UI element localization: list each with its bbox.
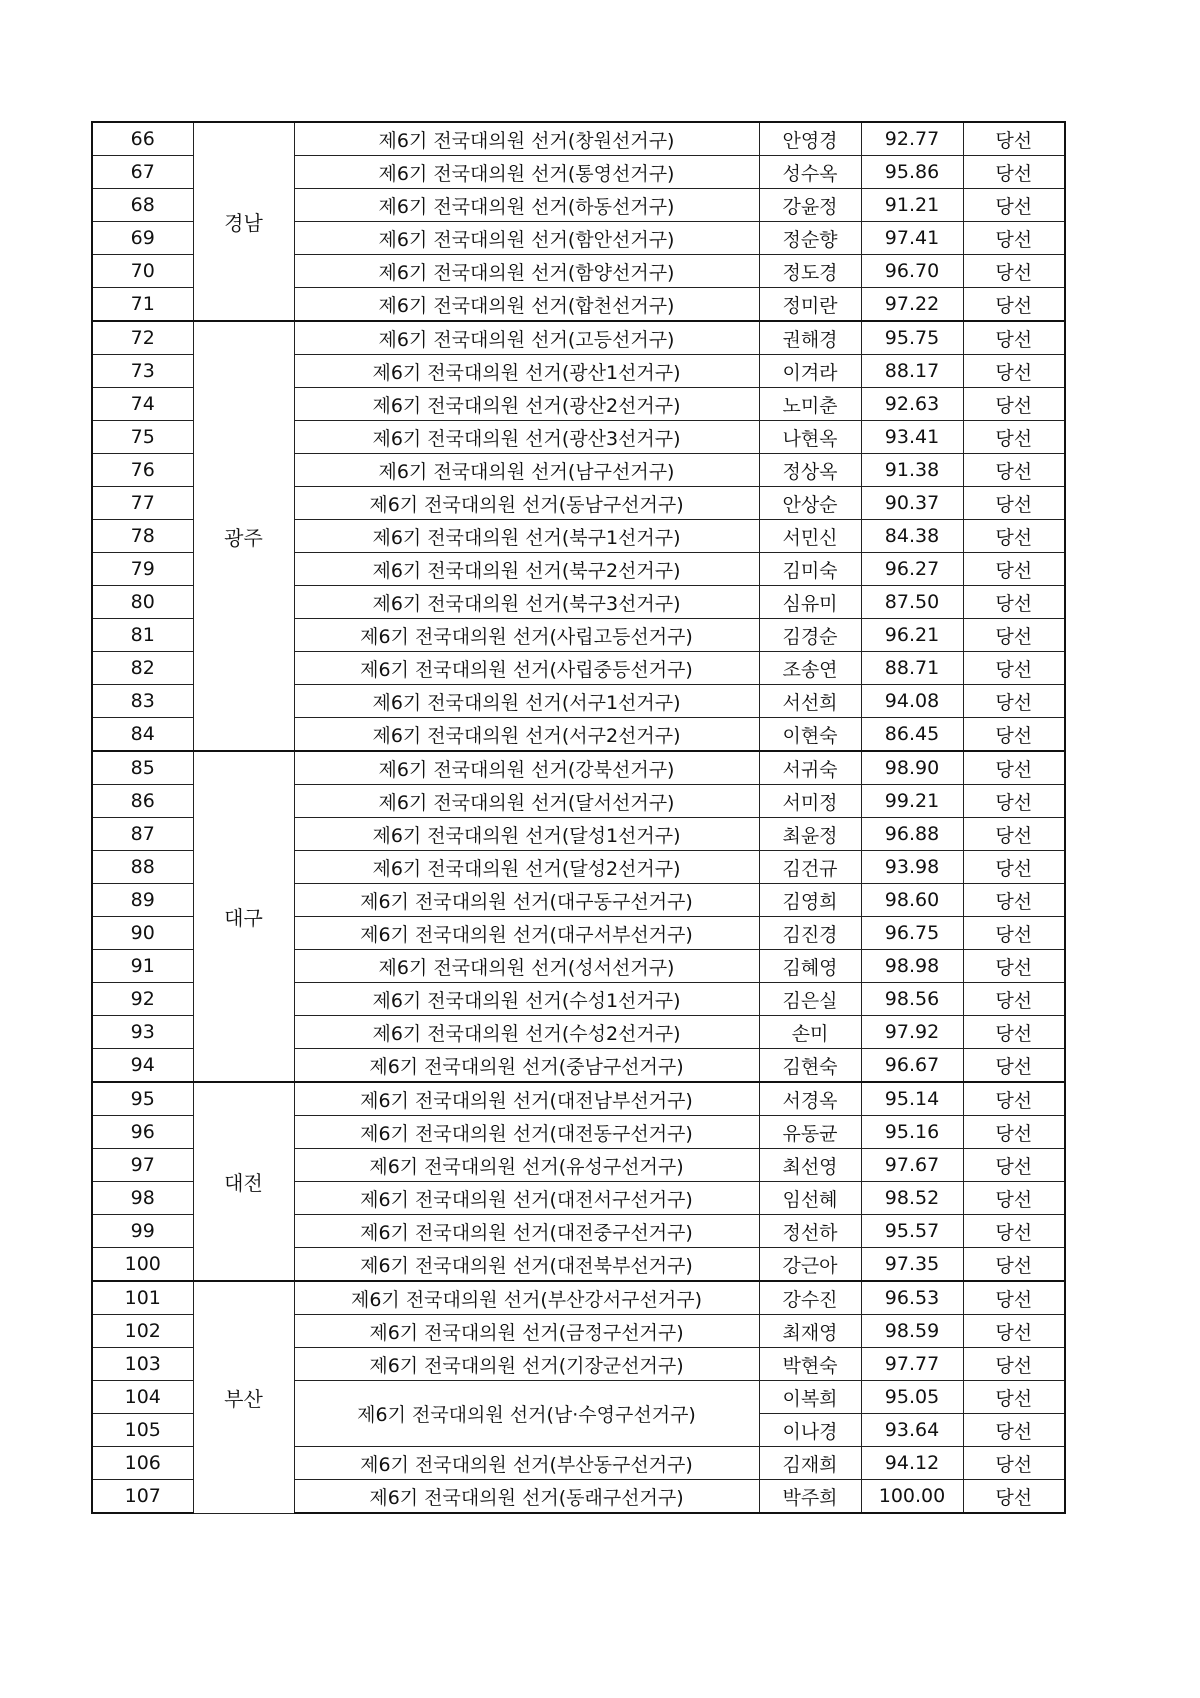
vote-rate-cell: 86.45 — [861, 718, 963, 752]
candidate-name-cell: 서선희 — [759, 685, 861, 718]
district-cell: 제6기 전국대의원 선거(대구서부선거구) — [294, 917, 759, 950]
vote-rate-cell: 91.21 — [861, 189, 963, 222]
district-cell: 제6기 전국대의원 선거(남·수영구선거구) — [294, 1381, 759, 1447]
vote-rate-cell: 95.16 — [861, 1116, 963, 1149]
vote-rate-cell: 97.92 — [861, 1016, 963, 1049]
result-cell: 당선 — [963, 1049, 1065, 1083]
district-cell: 제6기 전국대의원 선거(달서선거구) — [294, 785, 759, 818]
row-number-cell: 80 — [92, 586, 193, 619]
vote-rate-cell: 93.41 — [861, 421, 963, 454]
district-cell: 제6기 전국대의원 선거(광산2선거구) — [294, 388, 759, 421]
result-cell: 당선 — [963, 1082, 1065, 1116]
candidate-name-cell: 정순향 — [759, 222, 861, 255]
vote-rate-cell: 98.56 — [861, 983, 963, 1016]
result-cell: 당선 — [963, 1447, 1065, 1480]
row-number-cell: 90 — [92, 917, 193, 950]
district-cell: 제6기 전국대의원 선거(서구1선거구) — [294, 685, 759, 718]
district-cell: 제6기 전국대의원 선거(광산3선거구) — [294, 421, 759, 454]
result-cell: 당선 — [963, 851, 1065, 884]
result-cell: 당선 — [963, 222, 1065, 255]
candidate-name-cell: 정상옥 — [759, 454, 861, 487]
district-cell: 제6기 전국대의원 선거(달성2선거구) — [294, 851, 759, 884]
result-cell: 당선 — [963, 1016, 1065, 1049]
candidate-name-cell: 강윤정 — [759, 189, 861, 222]
vote-rate-cell: 98.52 — [861, 1182, 963, 1215]
row-number-cell: 81 — [92, 619, 193, 652]
row-number-cell: 79 — [92, 553, 193, 586]
result-cell: 당선 — [963, 785, 1065, 818]
vote-rate-cell: 92.63 — [861, 388, 963, 421]
district-cell: 제6기 전국대의원 선거(대전중구선거구) — [294, 1215, 759, 1248]
candidate-name-cell: 최재영 — [759, 1315, 861, 1348]
row-number-cell: 97 — [92, 1149, 193, 1182]
result-cell: 당선 — [963, 718, 1065, 752]
row-number-cell: 73 — [92, 355, 193, 388]
candidate-name-cell: 성수옥 — [759, 156, 861, 189]
candidate-name-cell: 손미 — [759, 1016, 861, 1049]
result-cell: 당선 — [963, 917, 1065, 950]
row-number-cell: 85 — [92, 751, 193, 785]
candidate-name-cell: 이나경 — [759, 1414, 861, 1447]
row-number-cell: 96 — [92, 1116, 193, 1149]
row-number-cell: 102 — [92, 1315, 193, 1348]
vote-rate-cell: 96.67 — [861, 1049, 963, 1083]
vote-rate-cell: 97.77 — [861, 1348, 963, 1381]
vote-rate-cell: 97.35 — [861, 1248, 963, 1282]
result-cell: 당선 — [963, 122, 1065, 156]
district-cell: 제6기 전국대의원 선거(북구2선거구) — [294, 553, 759, 586]
row-number-cell: 98 — [92, 1182, 193, 1215]
candidate-name-cell: 권해경 — [759, 321, 861, 355]
row-number-cell: 104 — [92, 1381, 193, 1414]
district-cell: 제6기 전국대의원 선거(금정구선거구) — [294, 1315, 759, 1348]
result-cell: 당선 — [963, 454, 1065, 487]
row-number-cell: 87 — [92, 818, 193, 851]
results-page — [91, 121, 1066, 1514]
result-cell: 당선 — [963, 983, 1065, 1016]
row-number-cell: 72 — [92, 321, 193, 355]
result-cell: 당선 — [963, 288, 1065, 322]
candidate-name-cell: 노미춘 — [759, 388, 861, 421]
vote-rate-cell: 84.38 — [861, 520, 963, 553]
result-cell: 당선 — [963, 1248, 1065, 1282]
table-row — [92, 1281, 1065, 1315]
candidate-name-cell: 김영희 — [759, 884, 861, 917]
vote-rate-cell: 97.22 — [861, 288, 963, 322]
vote-rate-cell: 95.75 — [861, 321, 963, 355]
result-cell: 당선 — [963, 818, 1065, 851]
result-cell: 당선 — [963, 1414, 1065, 1447]
district-cell: 제6기 전국대의원 선거(사립고등선거구) — [294, 619, 759, 652]
row-number-cell: 66 — [92, 122, 193, 156]
result-cell: 당선 — [963, 255, 1065, 288]
candidate-name-cell: 김미숙 — [759, 553, 861, 586]
district-cell: 제6기 전국대의원 선거(수성1선거구) — [294, 983, 759, 1016]
candidate-name-cell: 김혜영 — [759, 950, 861, 983]
district-cell: 제6기 전국대의원 선거(부산동구선거구) — [294, 1447, 759, 1480]
district-cell: 제6기 전국대의원 선거(대전남부선거구) — [294, 1082, 759, 1116]
candidate-name-cell: 최선영 — [759, 1149, 861, 1182]
candidate-name-cell: 강근아 — [759, 1248, 861, 1282]
candidate-name-cell: 김재희 — [759, 1447, 861, 1480]
result-cell: 당선 — [963, 1116, 1065, 1149]
region-cell: 대구 — [193, 751, 294, 1082]
vote-rate-cell: 96.27 — [861, 553, 963, 586]
district-cell: 제6기 전국대의원 선거(성서선거구) — [294, 950, 759, 983]
vote-rate-cell: 95.14 — [861, 1082, 963, 1116]
candidate-name-cell: 서미정 — [759, 785, 861, 818]
vote-rate-cell: 98.59 — [861, 1315, 963, 1348]
vote-rate-cell: 96.21 — [861, 619, 963, 652]
result-cell: 당선 — [963, 355, 1065, 388]
district-cell: 제6기 전국대의원 선거(사립중등선거구) — [294, 652, 759, 685]
vote-rate-cell: 96.75 — [861, 917, 963, 950]
vote-rate-cell: 88.17 — [861, 355, 963, 388]
district-cell: 제6기 전국대의원 선거(함양선거구) — [294, 255, 759, 288]
district-cell: 제6기 전국대의원 선거(통영선거구) — [294, 156, 759, 189]
result-cell: 당선 — [963, 652, 1065, 685]
candidate-name-cell: 서귀숙 — [759, 751, 861, 785]
candidate-name-cell: 최윤정 — [759, 818, 861, 851]
vote-rate-cell: 94.12 — [861, 1447, 963, 1480]
row-number-cell: 89 — [92, 884, 193, 917]
candidate-name-cell: 서경옥 — [759, 1082, 861, 1116]
row-number-cell: 95 — [92, 1082, 193, 1116]
vote-rate-cell: 87.50 — [861, 586, 963, 619]
district-cell: 제6기 전국대의원 선거(달성1선거구) — [294, 818, 759, 851]
district-cell: 제6기 전국대의원 선거(동래구선거구) — [294, 1480, 759, 1514]
row-number-cell: 103 — [92, 1348, 193, 1381]
table-row — [92, 122, 1065, 156]
vote-rate-cell: 95.57 — [861, 1215, 963, 1248]
vote-rate-cell: 92.77 — [861, 122, 963, 156]
region-cell: 대전 — [193, 1082, 294, 1281]
row-number-cell: 105 — [92, 1414, 193, 1447]
result-cell: 당선 — [963, 388, 1065, 421]
region-cell: 광주 — [193, 321, 294, 751]
result-cell: 당선 — [963, 950, 1065, 983]
row-number-cell: 99 — [92, 1215, 193, 1248]
vote-rate-cell: 96.70 — [861, 255, 963, 288]
election-results-table — [91, 121, 1066, 1514]
result-cell: 당선 — [963, 1480, 1065, 1514]
vote-rate-cell: 95.05 — [861, 1381, 963, 1414]
row-number-cell: 83 — [92, 685, 193, 718]
candidate-name-cell: 조송연 — [759, 652, 861, 685]
row-number-cell: 88 — [92, 851, 193, 884]
district-cell: 제6기 전국대의원 선거(남구선거구) — [294, 454, 759, 487]
table-row — [92, 1082, 1065, 1116]
candidate-name-cell: 박현숙 — [759, 1348, 861, 1381]
candidate-name-cell: 이복희 — [759, 1381, 861, 1414]
vote-rate-cell: 97.41 — [861, 222, 963, 255]
vote-rate-cell: 90.37 — [861, 487, 963, 520]
row-number-cell: 86 — [92, 785, 193, 818]
row-number-cell: 84 — [92, 718, 193, 752]
candidate-name-cell: 김경순 — [759, 619, 861, 652]
row-number-cell: 93 — [92, 1016, 193, 1049]
vote-rate-cell: 95.86 — [861, 156, 963, 189]
candidate-name-cell: 김현숙 — [759, 1049, 861, 1083]
district-cell: 제6기 전국대의원 선거(광산1선거구) — [294, 355, 759, 388]
row-number-cell: 70 — [92, 255, 193, 288]
candidate-name-cell: 이겨라 — [759, 355, 861, 388]
candidate-name-cell: 유동균 — [759, 1116, 861, 1149]
result-cell: 당선 — [963, 619, 1065, 652]
candidate-name-cell: 김건규 — [759, 851, 861, 884]
district-cell: 제6기 전국대의원 선거(고등선거구) — [294, 321, 759, 355]
candidate-name-cell: 강수진 — [759, 1281, 861, 1315]
candidate-name-cell: 안영경 — [759, 122, 861, 156]
result-cell: 당선 — [963, 189, 1065, 222]
result-cell: 당선 — [963, 156, 1065, 189]
vote-rate-cell: 98.98 — [861, 950, 963, 983]
row-number-cell: 101 — [92, 1281, 193, 1315]
result-cell: 당선 — [963, 685, 1065, 718]
result-cell: 당선 — [963, 520, 1065, 553]
district-cell: 제6기 전국대의원 선거(창원선거구) — [294, 122, 759, 156]
result-cell: 당선 — [963, 1281, 1065, 1315]
result-cell: 당선 — [963, 1315, 1065, 1348]
district-cell: 제6기 전국대의원 선거(하동선거구) — [294, 189, 759, 222]
district-cell: 제6기 전국대의원 선거(수성2선거구) — [294, 1016, 759, 1049]
candidate-name-cell: 나현옥 — [759, 421, 861, 454]
result-cell: 당선 — [963, 1215, 1065, 1248]
district-cell: 제6기 전국대의원 선거(대구동구선거구) — [294, 884, 759, 917]
result-cell: 당선 — [963, 751, 1065, 785]
result-cell: 당선 — [963, 586, 1065, 619]
district-cell: 제6기 전국대의원 선거(대전북부선거구) — [294, 1248, 759, 1282]
row-number-cell: 71 — [92, 288, 193, 322]
district-cell: 제6기 전국대의원 선거(대전서구선거구) — [294, 1182, 759, 1215]
result-cell: 당선 — [963, 1348, 1065, 1381]
result-cell: 당선 — [963, 487, 1065, 520]
vote-rate-cell: 97.67 — [861, 1149, 963, 1182]
vote-rate-cell: 98.90 — [861, 751, 963, 785]
row-number-cell: 91 — [92, 950, 193, 983]
table-row — [92, 321, 1065, 355]
district-cell: 제6기 전국대의원 선거(북구1선거구) — [294, 520, 759, 553]
candidate-name-cell: 김진경 — [759, 917, 861, 950]
row-number-cell: 68 — [92, 189, 193, 222]
district-cell: 제6기 전국대의원 선거(서구2선거구) — [294, 718, 759, 752]
result-cell: 당선 — [963, 1149, 1065, 1182]
vote-rate-cell: 98.60 — [861, 884, 963, 917]
result-cell: 당선 — [963, 884, 1065, 917]
vote-rate-cell: 96.88 — [861, 818, 963, 851]
row-number-cell: 100 — [92, 1248, 193, 1282]
vote-rate-cell: 99.21 — [861, 785, 963, 818]
row-number-cell: 92 — [92, 983, 193, 1016]
candidate-name-cell: 서민신 — [759, 520, 861, 553]
result-cell: 당선 — [963, 421, 1065, 454]
district-cell: 제6기 전국대의원 선거(합천선거구) — [294, 288, 759, 322]
candidate-name-cell: 이현숙 — [759, 718, 861, 752]
result-cell: 당선 — [963, 553, 1065, 586]
row-number-cell: 76 — [92, 454, 193, 487]
district-cell: 제6기 전국대의원 선거(대전동구선거구) — [294, 1116, 759, 1149]
row-number-cell: 75 — [92, 421, 193, 454]
row-number-cell: 77 — [92, 487, 193, 520]
row-number-cell: 78 — [92, 520, 193, 553]
row-number-cell: 82 — [92, 652, 193, 685]
table-row — [92, 751, 1065, 785]
candidate-name-cell: 정도경 — [759, 255, 861, 288]
candidate-name-cell: 정선하 — [759, 1215, 861, 1248]
result-cell: 당선 — [963, 321, 1065, 355]
vote-rate-cell: 88.71 — [861, 652, 963, 685]
region-cell: 경남 — [193, 122, 294, 321]
result-cell: 당선 — [963, 1381, 1065, 1414]
row-number-cell: 106 — [92, 1447, 193, 1480]
district-cell: 제6기 전국대의원 선거(북구3선거구) — [294, 586, 759, 619]
vote-rate-cell: 100.00 — [861, 1480, 963, 1514]
candidate-name-cell: 안상순 — [759, 487, 861, 520]
candidate-name-cell: 임선혜 — [759, 1182, 861, 1215]
candidate-name-cell: 박주희 — [759, 1480, 861, 1514]
vote-rate-cell: 93.64 — [861, 1414, 963, 1447]
candidate-name-cell: 심유미 — [759, 586, 861, 619]
district-cell: 제6기 전국대의원 선거(동남구선거구) — [294, 487, 759, 520]
row-number-cell: 74 — [92, 388, 193, 421]
region-cell: 부산 — [193, 1281, 294, 1513]
row-number-cell: 107 — [92, 1480, 193, 1514]
candidate-name-cell: 김은실 — [759, 983, 861, 1016]
district-cell: 제6기 전국대의원 선거(부산강서구선거구) — [294, 1281, 759, 1315]
district-cell: 제6기 전국대의원 선거(강북선거구) — [294, 751, 759, 785]
vote-rate-cell: 94.08 — [861, 685, 963, 718]
district-cell: 제6기 전국대의원 선거(중남구선거구) — [294, 1049, 759, 1083]
vote-rate-cell: 93.98 — [861, 851, 963, 884]
vote-rate-cell: 96.53 — [861, 1281, 963, 1315]
result-cell: 당선 — [963, 1182, 1065, 1215]
row-number-cell: 69 — [92, 222, 193, 255]
row-number-cell: 94 — [92, 1049, 193, 1083]
row-number-cell: 67 — [92, 156, 193, 189]
results-table-body — [92, 122, 1065, 1513]
district-cell: 제6기 전국대의원 선거(기장군선거구) — [294, 1348, 759, 1381]
candidate-name-cell: 정미란 — [759, 288, 861, 322]
district-cell: 제6기 전국대의원 선거(함안선거구) — [294, 222, 759, 255]
vote-rate-cell: 91.38 — [861, 454, 963, 487]
district-cell: 제6기 전국대의원 선거(유성구선거구) — [294, 1149, 759, 1182]
